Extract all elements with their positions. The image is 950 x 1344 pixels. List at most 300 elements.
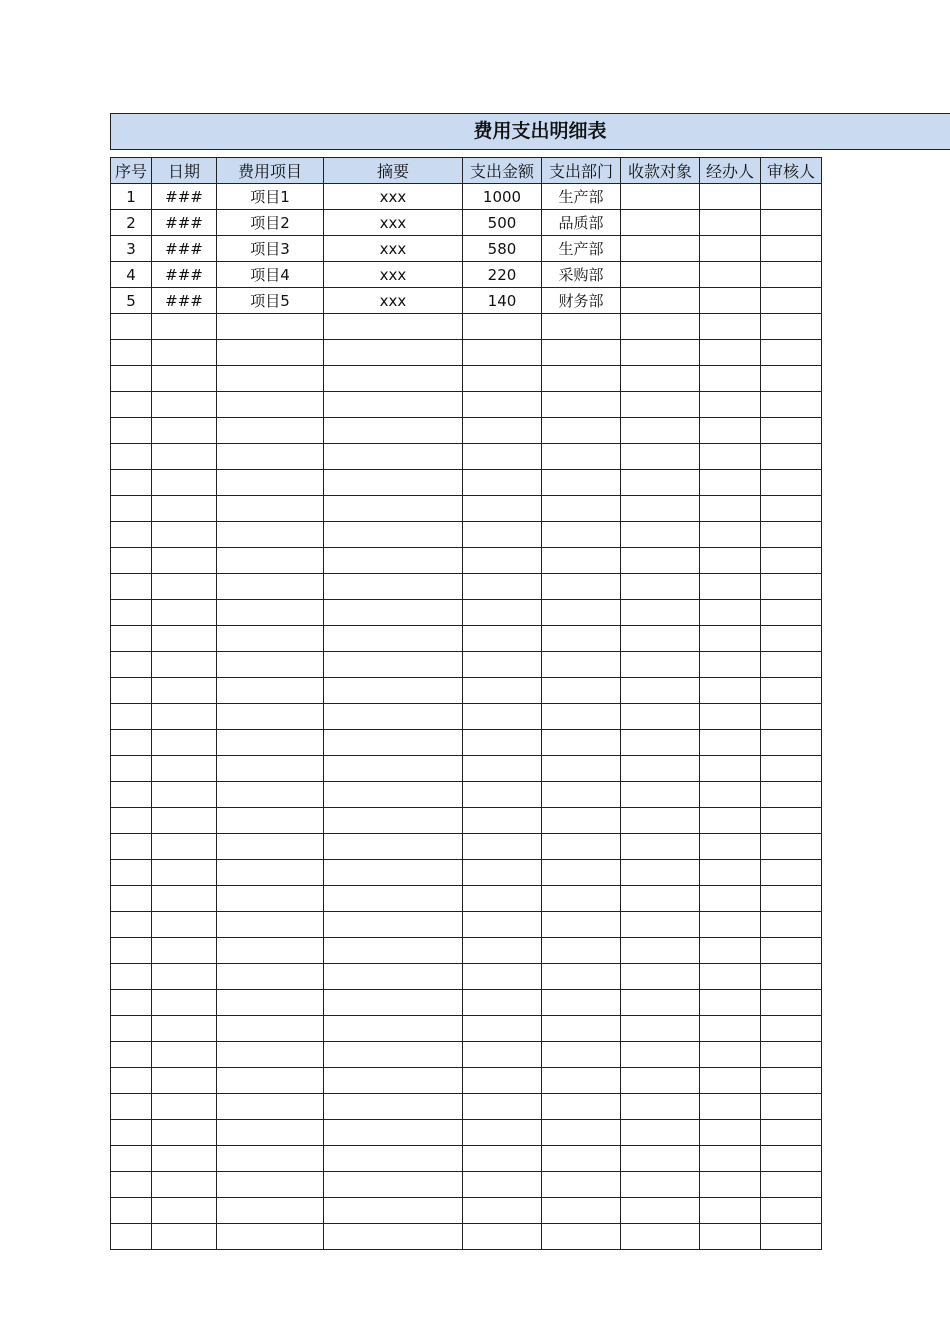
cell-reviewer[interactable] xyxy=(761,1120,822,1146)
cell-summary[interactable] xyxy=(324,782,463,808)
cell-department[interactable]: 财务部 xyxy=(542,288,621,314)
cell-amount[interactable] xyxy=(463,626,542,652)
cell-index[interactable] xyxy=(111,808,152,834)
cell-reviewer[interactable] xyxy=(761,626,822,652)
cell-payee[interactable] xyxy=(621,444,700,470)
cell-summary[interactable] xyxy=(324,366,463,392)
cell-amount[interactable] xyxy=(463,782,542,808)
cell-payee[interactable] xyxy=(621,288,700,314)
cell-handler[interactable] xyxy=(700,1042,761,1068)
cell-date[interactable] xyxy=(152,392,217,418)
cell-date[interactable] xyxy=(152,470,217,496)
cell-expense-item[interactable]: 项目4 xyxy=(217,262,324,288)
cell-index[interactable] xyxy=(111,834,152,860)
cell-reviewer[interactable] xyxy=(761,938,822,964)
cell-summary[interactable]: xxx xyxy=(324,262,463,288)
cell-reviewer[interactable] xyxy=(761,184,822,210)
cell-index[interactable] xyxy=(111,678,152,704)
cell-date[interactable] xyxy=(152,782,217,808)
cell-handler[interactable] xyxy=(700,1146,761,1172)
cell-expense-item[interactable] xyxy=(217,782,324,808)
cell-date[interactable] xyxy=(152,756,217,782)
cell-payee[interactable] xyxy=(621,470,700,496)
cell-payee[interactable] xyxy=(621,1146,700,1172)
cell-index[interactable] xyxy=(111,1198,152,1224)
cell-index[interactable] xyxy=(111,340,152,366)
cell-handler[interactable] xyxy=(700,600,761,626)
header-payee[interactable]: 收款对象 xyxy=(621,158,700,184)
cell-amount[interactable] xyxy=(463,964,542,990)
cell-amount[interactable] xyxy=(463,522,542,548)
cell-department[interactable]: 采购部 xyxy=(542,262,621,288)
cell-date[interactable]: ### xyxy=(152,236,217,262)
cell-expense-item[interactable] xyxy=(217,1016,324,1042)
cell-department[interactable] xyxy=(542,600,621,626)
cell-reviewer[interactable] xyxy=(761,990,822,1016)
cell-department[interactable] xyxy=(542,1198,621,1224)
cell-handler[interactable] xyxy=(700,990,761,1016)
cell-summary[interactable] xyxy=(324,1198,463,1224)
cell-department[interactable] xyxy=(542,418,621,444)
cell-amount[interactable] xyxy=(463,1016,542,1042)
cell-department[interactable] xyxy=(542,1120,621,1146)
cell-expense-item[interactable] xyxy=(217,574,324,600)
cell-payee[interactable] xyxy=(621,782,700,808)
cell-index[interactable] xyxy=(111,496,152,522)
cell-payee[interactable] xyxy=(621,314,700,340)
cell-expense-item[interactable] xyxy=(217,756,324,782)
cell-handler[interactable] xyxy=(700,860,761,886)
cell-department[interactable] xyxy=(542,964,621,990)
cell-amount[interactable] xyxy=(463,808,542,834)
cell-summary[interactable] xyxy=(324,938,463,964)
cell-expense-item[interactable] xyxy=(217,860,324,886)
cell-summary[interactable] xyxy=(324,392,463,418)
cell-index[interactable] xyxy=(111,756,152,782)
cell-index[interactable]: 5 xyxy=(111,288,152,314)
cell-amount[interactable] xyxy=(463,1172,542,1198)
cell-date[interactable] xyxy=(152,860,217,886)
cell-index[interactable] xyxy=(111,1042,152,1068)
cell-index[interactable] xyxy=(111,782,152,808)
cell-handler[interactable] xyxy=(700,964,761,990)
cell-summary[interactable] xyxy=(324,1042,463,1068)
cell-amount[interactable] xyxy=(463,1042,542,1068)
cell-date[interactable] xyxy=(152,990,217,1016)
cell-handler[interactable] xyxy=(700,1172,761,1198)
cell-reviewer[interactable] xyxy=(761,496,822,522)
cell-date[interactable] xyxy=(152,496,217,522)
cell-reviewer[interactable] xyxy=(761,704,822,730)
cell-reviewer[interactable] xyxy=(761,1224,822,1250)
cell-expense-item[interactable] xyxy=(217,964,324,990)
cell-expense-item[interactable] xyxy=(217,1172,324,1198)
header-department[interactable]: 支出部门 xyxy=(542,158,621,184)
cell-date[interactable] xyxy=(152,652,217,678)
cell-amount[interactable]: 580 xyxy=(463,236,542,262)
cell-index[interactable] xyxy=(111,574,152,600)
cell-index[interactable] xyxy=(111,964,152,990)
cell-reviewer[interactable] xyxy=(761,964,822,990)
cell-handler[interactable] xyxy=(700,210,761,236)
cell-handler[interactable] xyxy=(700,1198,761,1224)
cell-amount[interactable] xyxy=(463,444,542,470)
cell-handler[interactable] xyxy=(700,314,761,340)
cell-payee[interactable] xyxy=(621,808,700,834)
cell-index[interactable] xyxy=(111,990,152,1016)
cell-reviewer[interactable] xyxy=(761,262,822,288)
cell-handler[interactable] xyxy=(700,808,761,834)
cell-amount[interactable] xyxy=(463,1198,542,1224)
cell-payee[interactable] xyxy=(621,704,700,730)
cell-department[interactable] xyxy=(542,782,621,808)
cell-reviewer[interactable] xyxy=(761,860,822,886)
cell-summary[interactable] xyxy=(324,1172,463,1198)
cell-amount[interactable]: 140 xyxy=(463,288,542,314)
cell-summary[interactable] xyxy=(324,1016,463,1042)
header-summary[interactable]: 摘要 xyxy=(324,158,463,184)
cell-department[interactable] xyxy=(542,730,621,756)
cell-payee[interactable] xyxy=(621,1042,700,1068)
cell-index[interactable] xyxy=(111,1120,152,1146)
cell-handler[interactable] xyxy=(700,652,761,678)
cell-payee[interactable] xyxy=(621,730,700,756)
cell-index[interactable] xyxy=(111,548,152,574)
cell-summary[interactable] xyxy=(324,600,463,626)
cell-handler[interactable] xyxy=(700,184,761,210)
cell-summary[interactable] xyxy=(324,860,463,886)
cell-handler[interactable] xyxy=(700,236,761,262)
cell-summary[interactable]: xxx xyxy=(324,210,463,236)
cell-index[interactable] xyxy=(111,1146,152,1172)
cell-summary[interactable] xyxy=(324,834,463,860)
cell-amount[interactable] xyxy=(463,990,542,1016)
cell-date[interactable] xyxy=(152,834,217,860)
cell-handler[interactable] xyxy=(700,470,761,496)
cell-expense-item[interactable] xyxy=(217,808,324,834)
cell-expense-item[interactable] xyxy=(217,886,324,912)
cell-handler[interactable] xyxy=(700,678,761,704)
cell-reviewer[interactable] xyxy=(761,834,822,860)
cell-department[interactable] xyxy=(542,834,621,860)
cell-expense-item[interactable] xyxy=(217,600,324,626)
cell-amount[interactable] xyxy=(463,314,542,340)
cell-reviewer[interactable] xyxy=(761,652,822,678)
cell-handler[interactable] xyxy=(700,444,761,470)
cell-index[interactable]: 1 xyxy=(111,184,152,210)
cell-amount[interactable] xyxy=(463,1068,542,1094)
cell-summary[interactable] xyxy=(324,1224,463,1250)
cell-date[interactable] xyxy=(152,626,217,652)
cell-reviewer[interactable] xyxy=(761,1172,822,1198)
cell-reviewer[interactable] xyxy=(761,1068,822,1094)
cell-department[interactable] xyxy=(542,574,621,600)
cell-summary[interactable] xyxy=(324,626,463,652)
cell-summary[interactable]: xxx xyxy=(324,288,463,314)
cell-payee[interactable] xyxy=(621,964,700,990)
cell-summary[interactable] xyxy=(324,912,463,938)
cell-summary[interactable] xyxy=(324,548,463,574)
cell-department[interactable] xyxy=(542,756,621,782)
cell-handler[interactable] xyxy=(700,548,761,574)
cell-date[interactable] xyxy=(152,1146,217,1172)
cell-index[interactable] xyxy=(111,626,152,652)
cell-index[interactable]: 2 xyxy=(111,210,152,236)
cell-reviewer[interactable] xyxy=(761,1094,822,1120)
cell-handler[interactable] xyxy=(700,1224,761,1250)
cell-department[interactable] xyxy=(542,626,621,652)
cell-department[interactable]: 品质部 xyxy=(542,210,621,236)
cell-payee[interactable] xyxy=(621,938,700,964)
cell-expense-item[interactable] xyxy=(217,1042,324,1068)
cell-handler[interactable] xyxy=(700,782,761,808)
cell-date[interactable]: ### xyxy=(152,288,217,314)
header-index[interactable]: 序号 xyxy=(111,158,152,184)
cell-payee[interactable] xyxy=(621,548,700,574)
cell-expense-item[interactable] xyxy=(217,444,324,470)
cell-department[interactable] xyxy=(542,808,621,834)
cell-date[interactable] xyxy=(152,1224,217,1250)
cell-amount[interactable] xyxy=(463,366,542,392)
cell-summary[interactable] xyxy=(324,652,463,678)
cell-department[interactable] xyxy=(542,496,621,522)
cell-summary[interactable] xyxy=(324,574,463,600)
cell-handler[interactable] xyxy=(700,938,761,964)
cell-index[interactable] xyxy=(111,1172,152,1198)
cell-summary[interactable]: xxx xyxy=(324,236,463,262)
cell-handler[interactable] xyxy=(700,366,761,392)
cell-date[interactable] xyxy=(152,1016,217,1042)
cell-reviewer[interactable] xyxy=(761,574,822,600)
cell-amount[interactable] xyxy=(463,860,542,886)
cell-payee[interactable] xyxy=(621,678,700,704)
cell-summary[interactable] xyxy=(324,522,463,548)
cell-reviewer[interactable] xyxy=(761,1146,822,1172)
cell-expense-item[interactable] xyxy=(217,392,324,418)
cell-index[interactable] xyxy=(111,418,152,444)
cell-payee[interactable] xyxy=(621,418,700,444)
cell-department[interactable] xyxy=(542,470,621,496)
cell-reviewer[interactable] xyxy=(761,548,822,574)
cell-index[interactable] xyxy=(111,704,152,730)
cell-expense-item[interactable] xyxy=(217,730,324,756)
cell-handler[interactable] xyxy=(700,340,761,366)
cell-reviewer[interactable] xyxy=(761,418,822,444)
cell-department[interactable] xyxy=(542,1016,621,1042)
cell-expense-item[interactable] xyxy=(217,704,324,730)
cell-payee[interactable] xyxy=(621,626,700,652)
cell-date[interactable] xyxy=(152,418,217,444)
cell-index[interactable]: 3 xyxy=(111,236,152,262)
cell-expense-item[interactable] xyxy=(217,366,324,392)
cell-department[interactable] xyxy=(542,938,621,964)
cell-summary[interactable] xyxy=(324,1068,463,1094)
cell-amount[interactable] xyxy=(463,418,542,444)
cell-expense-item[interactable] xyxy=(217,652,324,678)
cell-department[interactable] xyxy=(542,392,621,418)
cell-reviewer[interactable] xyxy=(761,782,822,808)
cell-date[interactable] xyxy=(152,1198,217,1224)
cell-index[interactable] xyxy=(111,600,152,626)
cell-amount[interactable] xyxy=(463,340,542,366)
cell-department[interactable] xyxy=(542,444,621,470)
cell-reviewer[interactable] xyxy=(761,678,822,704)
cell-department[interactable] xyxy=(542,314,621,340)
cell-index[interactable] xyxy=(111,912,152,938)
cell-index[interactable]: 4 xyxy=(111,262,152,288)
cell-department[interactable] xyxy=(542,1094,621,1120)
cell-payee[interactable] xyxy=(621,912,700,938)
cell-date[interactable] xyxy=(152,366,217,392)
cell-handler[interactable] xyxy=(700,496,761,522)
cell-reviewer[interactable] xyxy=(761,1016,822,1042)
cell-expense-item[interactable] xyxy=(217,1146,324,1172)
cell-handler[interactable] xyxy=(700,288,761,314)
cell-date[interactable] xyxy=(152,522,217,548)
cell-department[interactable] xyxy=(542,366,621,392)
cell-summary[interactable] xyxy=(324,444,463,470)
cell-department[interactable]: 生产部 xyxy=(542,236,621,262)
cell-amount[interactable] xyxy=(463,548,542,574)
cell-index[interactable] xyxy=(111,730,152,756)
cell-date[interactable] xyxy=(152,314,217,340)
cell-reviewer[interactable] xyxy=(761,886,822,912)
cell-handler[interactable] xyxy=(700,418,761,444)
cell-reviewer[interactable] xyxy=(761,210,822,236)
cell-payee[interactable] xyxy=(621,990,700,1016)
cell-handler[interactable] xyxy=(700,392,761,418)
cell-summary[interactable] xyxy=(324,990,463,1016)
cell-amount[interactable] xyxy=(463,912,542,938)
cell-payee[interactable] xyxy=(621,652,700,678)
cell-amount[interactable] xyxy=(463,678,542,704)
cell-summary[interactable] xyxy=(324,886,463,912)
cell-reviewer[interactable] xyxy=(761,730,822,756)
cell-reviewer[interactable] xyxy=(761,1198,822,1224)
cell-department[interactable] xyxy=(542,678,621,704)
cell-amount[interactable] xyxy=(463,1094,542,1120)
cell-reviewer[interactable] xyxy=(761,522,822,548)
cell-handler[interactable] xyxy=(700,834,761,860)
cell-payee[interactable] xyxy=(621,1120,700,1146)
cell-index[interactable] xyxy=(111,366,152,392)
cell-handler[interactable] xyxy=(700,1016,761,1042)
cell-summary[interactable] xyxy=(324,1146,463,1172)
cell-payee[interactable] xyxy=(621,236,700,262)
cell-expense-item[interactable] xyxy=(217,1094,324,1120)
cell-reviewer[interactable] xyxy=(761,236,822,262)
cell-payee[interactable] xyxy=(621,834,700,860)
cell-date[interactable] xyxy=(152,912,217,938)
cell-date[interactable] xyxy=(152,886,217,912)
header-date[interactable]: 日期 xyxy=(152,158,217,184)
cell-amount[interactable] xyxy=(463,470,542,496)
cell-date[interactable]: ### xyxy=(152,262,217,288)
cell-reviewer[interactable] xyxy=(761,808,822,834)
cell-expense-item[interactable]: 项目3 xyxy=(217,236,324,262)
cell-payee[interactable] xyxy=(621,1068,700,1094)
cell-expense-item[interactable] xyxy=(217,990,324,1016)
cell-department[interactable] xyxy=(542,522,621,548)
cell-expense-item[interactable] xyxy=(217,418,324,444)
cell-expense-item[interactable]: 项目1 xyxy=(217,184,324,210)
cell-payee[interactable] xyxy=(621,262,700,288)
cell-payee[interactable] xyxy=(621,366,700,392)
cell-summary[interactable] xyxy=(324,340,463,366)
cell-date[interactable] xyxy=(152,1172,217,1198)
cell-index[interactable] xyxy=(111,1224,152,1250)
cell-handler[interactable] xyxy=(700,730,761,756)
cell-date[interactable] xyxy=(152,444,217,470)
cell-summary[interactable] xyxy=(324,1094,463,1120)
cell-date[interactable] xyxy=(152,808,217,834)
cell-date[interactable] xyxy=(152,678,217,704)
cell-index[interactable] xyxy=(111,314,152,340)
cell-index[interactable] xyxy=(111,652,152,678)
cell-handler[interactable] xyxy=(700,704,761,730)
cell-handler[interactable] xyxy=(700,912,761,938)
cell-reviewer[interactable] xyxy=(761,444,822,470)
cell-date[interactable] xyxy=(152,340,217,366)
cell-department[interactable]: 生产部 xyxy=(542,184,621,210)
cell-amount[interactable]: 1000 xyxy=(463,184,542,210)
cell-amount[interactable] xyxy=(463,886,542,912)
cell-payee[interactable] xyxy=(621,1016,700,1042)
cell-handler[interactable] xyxy=(700,1068,761,1094)
cell-payee[interactable] xyxy=(621,574,700,600)
cell-expense-item[interactable] xyxy=(217,1198,324,1224)
cell-payee[interactable] xyxy=(621,392,700,418)
cell-reviewer[interactable] xyxy=(761,912,822,938)
cell-department[interactable] xyxy=(542,652,621,678)
cell-handler[interactable] xyxy=(700,1120,761,1146)
cell-amount[interactable] xyxy=(463,834,542,860)
cell-expense-item[interactable] xyxy=(217,548,324,574)
cell-payee[interactable] xyxy=(621,1094,700,1120)
cell-reviewer[interactable] xyxy=(761,600,822,626)
cell-summary[interactable] xyxy=(324,314,463,340)
header-reviewer[interactable]: 审核人 xyxy=(761,158,822,184)
cell-index[interactable] xyxy=(111,886,152,912)
cell-index[interactable] xyxy=(111,470,152,496)
cell-index[interactable] xyxy=(111,1068,152,1094)
cell-handler[interactable] xyxy=(700,886,761,912)
cell-index[interactable] xyxy=(111,938,152,964)
cell-summary[interactable]: xxx xyxy=(324,184,463,210)
cell-expense-item[interactable] xyxy=(217,938,324,964)
cell-summary[interactable] xyxy=(324,808,463,834)
cell-summary[interactable] xyxy=(324,496,463,522)
cell-amount[interactable] xyxy=(463,600,542,626)
cell-department[interactable] xyxy=(542,704,621,730)
cell-index[interactable] xyxy=(111,1016,152,1042)
cell-amount[interactable] xyxy=(463,1146,542,1172)
cell-expense-item[interactable] xyxy=(217,496,324,522)
cell-expense-item[interactable] xyxy=(217,314,324,340)
cell-handler[interactable] xyxy=(700,522,761,548)
cell-department[interactable] xyxy=(542,1042,621,1068)
cell-index[interactable] xyxy=(111,444,152,470)
cell-handler[interactable] xyxy=(700,262,761,288)
cell-expense-item[interactable] xyxy=(217,522,324,548)
cell-index[interactable] xyxy=(111,860,152,886)
cell-expense-item[interactable] xyxy=(217,1068,324,1094)
cell-amount[interactable] xyxy=(463,496,542,522)
cell-department[interactable] xyxy=(542,912,621,938)
cell-date[interactable] xyxy=(152,548,217,574)
cell-amount[interactable] xyxy=(463,1224,542,1250)
cell-amount[interactable] xyxy=(463,1120,542,1146)
